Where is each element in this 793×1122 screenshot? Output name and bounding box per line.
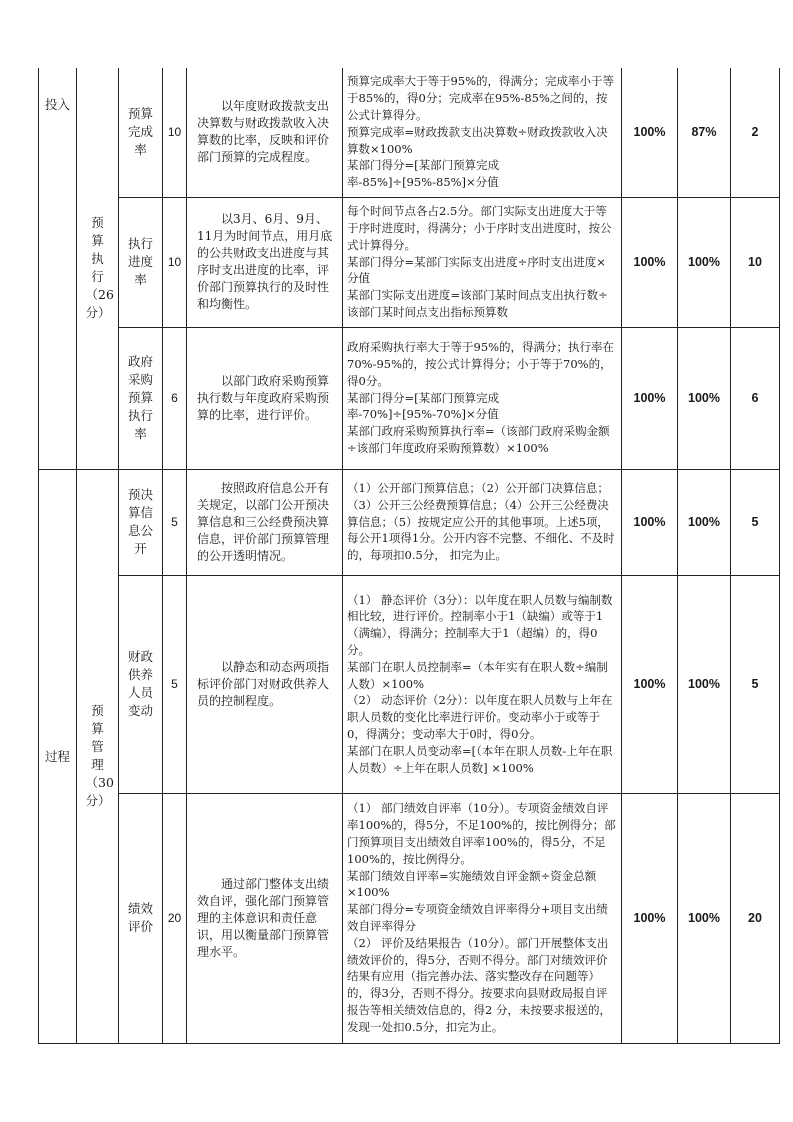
table-row — [39, 197, 780, 327]
description-cell: 以3月、6月、9月、11月为时间节点，用月底的公共财政支出进度与其序时支出进度的比率，评价部门预算执行的及时性和均衡性。 — [187, 197, 343, 327]
indicator-cell — [119, 68, 163, 197]
criteria-line: 某部门在职人员变动率=[（本年在职人员数-上年在职人员数）÷上年在职人员数] ×100% — [347, 743, 613, 775]
criteria-line: （2） 评价及结果报告（10分）。部门开展整体支出绩效评价的，得5分，否则不得分。部门对绩效评价结果有应用（指完善办法、落实整改存在问题等）的，得3分，否则不得分。按要求向县财政局报自评报告等相关绩效信息的，得2 分，未按要求报送的，发现一处扣0.5分，扣完为止。 — [347, 935, 611, 1034]
indicator-label: 绩效评价 — [127, 901, 153, 934]
target-cell: 100% — [622, 197, 678, 327]
target-cell: 100% — [622, 469, 678, 575]
indicator-cell — [119, 469, 163, 575]
table-row — [39, 793, 780, 1043]
weight-cell: 6 — [163, 327, 187, 469]
actual-cell: 87% — [678, 68, 731, 197]
weight-cell: 10 — [163, 68, 187, 197]
score-cell: 5 — [731, 575, 780, 793]
level1-label: 投入 — [44, 97, 70, 112]
level1-cell-process — [39, 469, 77, 1043]
indicator-label: 预决算信息公开 — [127, 487, 153, 556]
weight-cell: 5 — [163, 469, 187, 575]
indicator-cell — [119, 327, 163, 469]
evaluation-table — [38, 68, 780, 1044]
description-cell: 以部门政府采购预算执行数与年度政府采购预算的比率，进行评价。 — [187, 327, 343, 469]
criteria-line: （2） 动态评价（2分）：以年度在职人员数与上年在职人员数的变化比率进行评价。变动率小于或等于0，得满分；变动率大于0时，得0分。 — [347, 693, 613, 741]
criteria-line: 某部门在职人员控制率=（本年实有在职人数÷编制人数）×100% — [347, 659, 608, 691]
indicator-label: 执行进度率 — [127, 236, 153, 287]
table-row — [39, 575, 780, 793]
criteria-line: 某部门政府采购预算执行率=（该部门政府采购金额÷该部门年度政府采购预算数）×100% — [347, 424, 610, 455]
criteria-line: （1） 静态评价（3分）：以年度在职人员数与编制数相比较，进行评价。控制率小于1（缺编）或等于1（满编），得满分；控制率大于1（超编）的，得0分。 — [347, 592, 613, 657]
weight-cell: 5 — [163, 575, 187, 793]
indicator-label: 财政供养人员变动 — [127, 649, 153, 718]
weight-cell: 20 — [163, 793, 187, 1043]
actual-cell: 100% — [678, 793, 731, 1043]
description-cell: 按照政府信息公开有关规定，以部门公开预决算信息和三公经费预决算信息，评价部门预算管理的公开透明情况。 — [187, 469, 343, 575]
criteria-line: 某部门实际支出进度=该部门某时间点支出执行数÷该部门某时间点支出指标预算数 — [347, 288, 608, 319]
criteria-cell — [343, 327, 622, 469]
criteria-line: 预算完成率=财政拨款支出决算数÷财政拨款收入决算数×100% — [347, 124, 608, 156]
score-cell: 2 — [731, 68, 780, 197]
criteria-cell — [343, 197, 622, 327]
criteria-line: 政府采购执行率大于等于95%的，得满分；执行率在70%-95%的，按公式计算得分；小于等于70%的，得0分。 — [347, 340, 615, 388]
level1-label: 过程 — [44, 748, 70, 764]
criteria-cell — [343, 793, 622, 1043]
criteria-cell — [343, 68, 622, 197]
target-cell: 100% — [622, 68, 678, 197]
description-cell: 以静态和动态两项指标评价部门对财政供养人员的控制程度。 — [187, 575, 343, 793]
table-row — [39, 469, 780, 575]
target-cell: 100% — [622, 793, 678, 1043]
target-cell: 100% — [622, 327, 678, 469]
table-row — [39, 327, 780, 469]
level2-label: 预算管理（30分） — [85, 703, 114, 808]
criteria-line: （1）公开部门预算信息；（2）公开部门决算信息；（3）公开三公经费预算信息；（4）公开三公经费决算信息；（5）按规定应公开的其他事项。上述5项，每公开1项得1分。公开内容不完整、不细化、不及时的，每项扣0.5分， 扣完为止。 — [347, 481, 615, 563]
description-cell: 通过部门整体支出绩效自评，强化部门预算管理的主体意识和责任意识，用以衡量部门预算管理水平。 — [187, 793, 343, 1043]
criteria-line: 预算完成率大于等于95%的，得满分；完成率小于等于85%的，得0分；完成率在95%-85%之间的，按公式计算得分。 — [347, 74, 615, 123]
table-row — [39, 68, 780, 197]
indicator-label: 预算完成率 — [127, 106, 153, 158]
level2-cell-budget-execution — [77, 68, 119, 469]
actual-cell: 100% — [678, 197, 731, 327]
indicator-label: 政府采购预算执行率 — [127, 354, 153, 441]
score-cell: 5 — [731, 469, 780, 575]
score-cell: 6 — [731, 327, 780, 469]
criteria-line: （1） 部门绩效自评率（10分）。专项资金绩效自评率100%的，得5分，不足100%的，按比例得分；部门预算项目支出绩效自评率100%的，得5分，不足100%的，按比例得分。 — [347, 801, 616, 866]
target-cell: 100% — [622, 575, 678, 793]
criteria-line: 某部门得分=[某部门预算完成率-85%]÷[95%-85%]×分值 — [347, 158, 500, 190]
criteria-line: 某部门得分=某部门实际支出进度÷序时支出进度×分值 — [347, 254, 606, 286]
criteria-line: 某部门绩效自评率=实施绩效自评金额÷资金总额×100% — [347, 868, 597, 900]
criteria-cell — [343, 575, 622, 793]
level2-label: 预算执行（26分） — [85, 215, 114, 321]
criteria-line: 每个时间节点各占2.5分。部门实际支出进度大于等于序时进度时，得满分；小于序时支出进度时，按公式计算得分。 — [347, 204, 612, 252]
criteria-cell — [343, 469, 622, 575]
score-cell: 10 — [731, 197, 780, 327]
actual-cell: 100% — [678, 575, 731, 793]
criteria-line: 某部门得分=专项资金绩效自评率得分+项目支出绩效自评率得分 — [347, 902, 608, 933]
description-cell: 以年度财政拨款支出决算数与财政拨款收入决算数的比率，反映和评价部门预算的完成程度。 — [187, 68, 343, 197]
score-cell: 20 — [731, 793, 780, 1043]
level1-cell-input — [39, 68, 77, 469]
actual-cell: 100% — [678, 327, 731, 469]
indicator-cell — [119, 575, 163, 793]
indicator-cell — [119, 793, 163, 1043]
level2-cell-budget-management — [77, 469, 119, 1043]
weight-cell: 10 — [163, 197, 187, 327]
criteria-line: 某部门得分=[某部门预算完成率-70%]÷[95%-70%]×分值 — [347, 390, 500, 422]
indicator-cell — [119, 197, 163, 327]
actual-cell: 100% — [678, 469, 731, 575]
